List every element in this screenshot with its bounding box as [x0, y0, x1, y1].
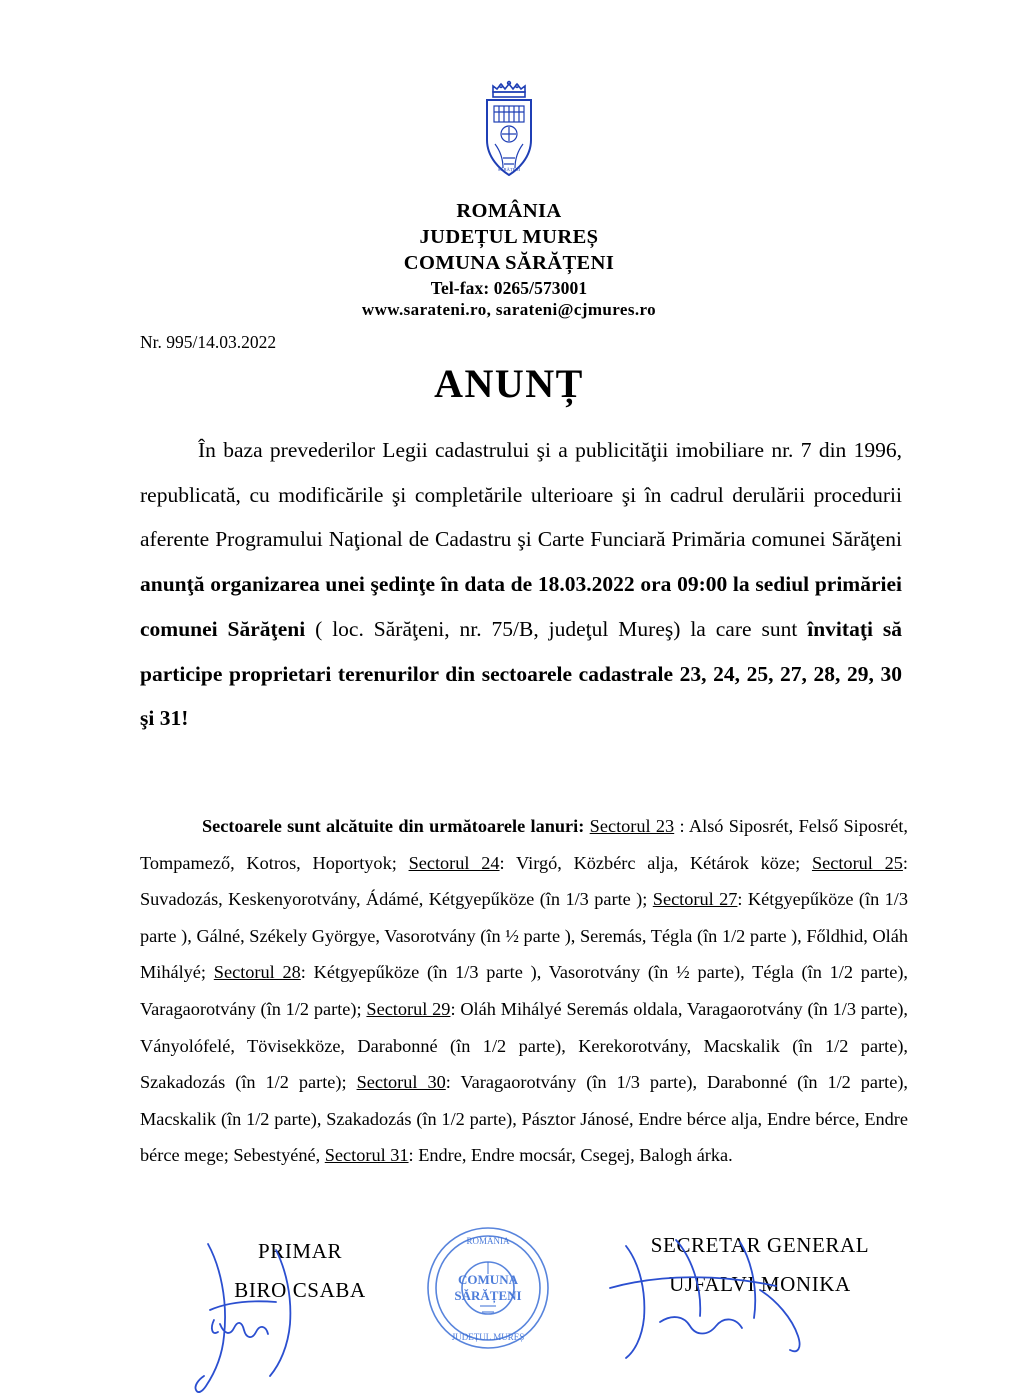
- svg-text:COMUNA: COMUNA: [458, 1272, 518, 1287]
- page-title: ANUNȚ: [434, 361, 584, 406]
- org-commune: COMUNA SĂRĂȚENI: [403, 252, 615, 275]
- sector-separator: :: [300, 962, 314, 983]
- signature-left-role: PRIMAR: [257, 1239, 343, 1263]
- sector-text: Varagaorotvány (în 1/3 parte), Darabonné (în 1/2 parte), Macskalik (în 1/2 parte), Szakadozás (în 1/2 parte), Pásztor Jánosé, Endre bérce alja, Endre bérce, Endre bérce mege; Sebestyéné,: [140, 1072, 908, 1166]
- main-paragraph: [140, 428, 902, 741]
- main-text-bold1: anunţă organizarea unei şedinţe în data de 18.03.2022 ora 09:00 la sediul primăriei comunei Sărăţeni: [140, 572, 902, 641]
- org-phone: Tel-fax: 0265/573001: [430, 277, 588, 298]
- svg-text:JUDEȚUL MUREȘ: JUDEȚUL MUREȘ: [451, 1332, 525, 1342]
- official-round-stamp-icon: [418, 1218, 558, 1358]
- sector-list: [140, 816, 908, 1165]
- sector-text: Alsó Siposrét, Felső Siposrét, Tompamező, Kotros, Hoportyok;: [140, 816, 908, 873]
- main-text-part2: ( loc. Sărăţeni, nr. 75/B, judeţul Mureş) la care sunt: [305, 616, 808, 641]
- sector-label: Sectorul 29: [366, 998, 451, 1019]
- org-web: www.sarateni.ro, sarateni@cjmures.ro: [361, 300, 657, 320]
- signature-block-right: [570, 1226, 950, 1304]
- romania-coat-of-arms-icon: [473, 78, 545, 182]
- svg-text:SĂRĂȚENI: SĂRĂȚENI: [454, 1288, 522, 1303]
- sectors-lead-label: Sectoarele sunt alcătuite din următoarele lanuri:: [202, 816, 585, 836]
- sector-label: Sectorul 27: [652, 889, 738, 910]
- registration-number: Nr. 995/14.03.2022: [140, 332, 277, 352]
- sector-separator: :: [737, 889, 748, 910]
- sector-separator: :: [902, 852, 909, 873]
- sector-separator: :: [445, 1072, 461, 1093]
- org-county: JUDEȚUL MUREȘ: [419, 226, 599, 249]
- organization-header: [0, 198, 1018, 321]
- sector-text: Kétgyepűköze (în 1/3 parte ), Gálné, Székely Györgye, Vasorotvány (în ½ parte ), Seremás, Tégla (în 1/2 parte ), Főldhid, Oláh Mihályé;: [140, 889, 908, 983]
- signature-left-name: BIRO CSABA: [234, 1277, 366, 1302]
- sector-text: Endre, Endre mocsár, Csegej, Balogh árka.: [418, 1145, 733, 1166]
- sectors-paragraph: [140, 808, 908, 1174]
- sector-label: Sectorul 31: [324, 1145, 409, 1166]
- sector-label: Sectorul 23: [589, 816, 675, 836]
- sector-separator: :: [499, 852, 517, 873]
- main-text-part1: În baza prevederilor Legii cadastrului şi a publicităţii imobiliare nr. 7 din 1996, republicată, cu modificările şi completările ulterioare şi în cadrul derulării procedurii aferente Programului Naţional de Cadastru şi Carte Funciară Primăria comunei Sărăţeni: [140, 438, 902, 552]
- sector-separator: :: [408, 1145, 419, 1166]
- main-text-bold2: învitaţi să participe proprietari terenurilor din sectoarele cadastrale 23, 24, 25, 27, 28, 29, 30 şi 31!: [140, 616, 902, 731]
- signature-block-left: [150, 1232, 450, 1310]
- sector-label: Sectorul 25: [811, 852, 903, 873]
- sector-text: Kétgyepűköze (în 1/3 parte ), Vasorotvány (în ½ parte), Tégla (în 1/2 parte), Varagaorotvány (în 1/2 parte);: [140, 962, 908, 1019]
- sector-text: Oláh Mihályé Seremás oldala, Varagaorotvány (în 1/3 parte), Ványolófelé, Tövisekköze, Darabonné (în 1/2 parte), Kerekorotvány, Macskalik (în 1/2 parte), Szakadozás (în 1/2 parte);: [140, 998, 908, 1093]
- sector-separator: :: [674, 816, 689, 836]
- sector-separator: :: [450, 998, 461, 1019]
- sector-label: Sectorul 28: [213, 962, 301, 983]
- signature-right-role: SECRETAR GENERAL: [650, 1233, 870, 1257]
- sector-label: Sectorul 30: [356, 1072, 446, 1093]
- sector-text: Virgó, Közbérc alja, Kétárok köze;: [516, 852, 812, 873]
- sector-text: Suvadozás, Keskenyorotvány, Ádámé, Kétgyepűköze (în 1/3 parte );: [140, 889, 653, 910]
- signature-right-name: UJFALVI MONIKA: [669, 1271, 851, 1296]
- org-country: ROMÂNIA: [456, 200, 562, 222]
- sector-label: Sectorul 24: [408, 852, 500, 873]
- svg-text:SĂRĂȚENI: SĂRĂȚENI: [497, 167, 521, 172]
- svg-text:ROMÂNIA: ROMÂNIA: [466, 1236, 510, 1246]
- crest-container: [0, 78, 1018, 182]
